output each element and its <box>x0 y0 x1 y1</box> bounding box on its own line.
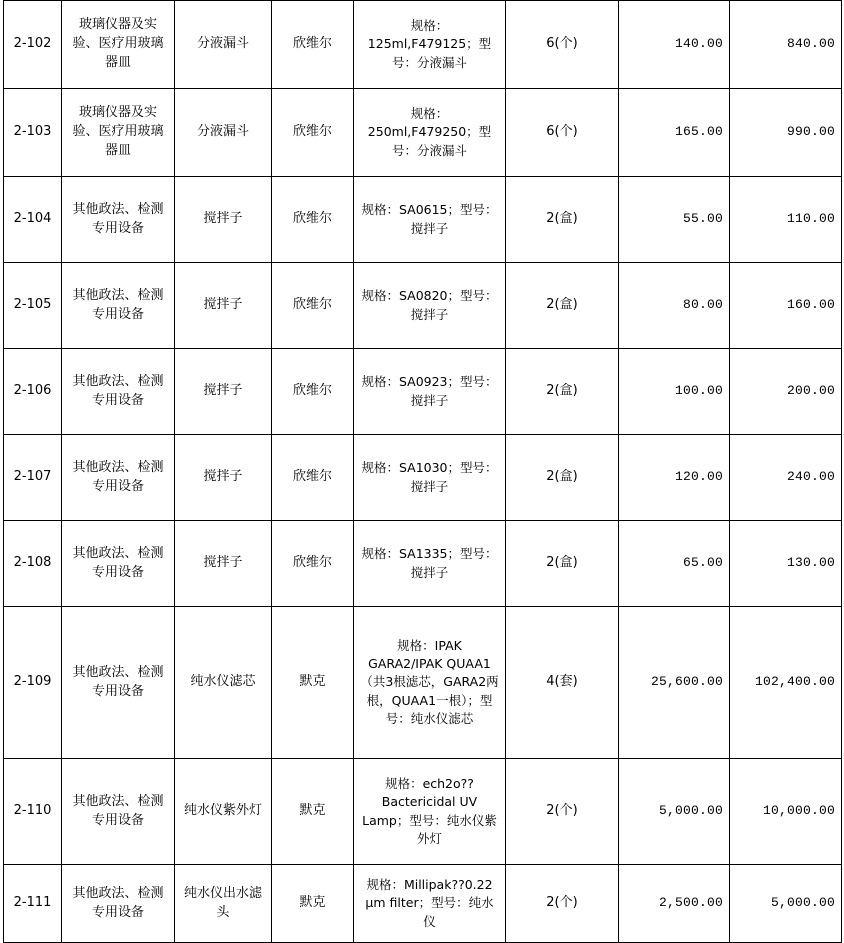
table-row <box>4 89 842 177</box>
cell-category: 其他政法、检测专用设备 <box>62 435 175 521</box>
cell-name: 搅拌子 <box>175 177 272 263</box>
cell-unit-price: 2,500.00 <box>619 865 730 943</box>
cell-spec: 规格：ech2o??Bactericidal UV Lamp；型号：纯水仪紫外灯 <box>354 759 506 865</box>
cell-unit-price: 5,000.00 <box>619 759 730 865</box>
cell-unit-price: 65.00 <box>619 521 730 607</box>
cell-category: 玻璃仪器及实验、医疗用玻璃器皿 <box>62 89 175 177</box>
cell-unit-price: 25,600.00 <box>619 607 730 759</box>
cell-asset-code: 2-102 <box>4 1 62 89</box>
cell-quantity: 4(套) <box>506 607 619 759</box>
table-row <box>4 435 842 521</box>
cell-quantity: 2(个) <box>506 865 619 943</box>
table-row <box>4 865 842 943</box>
cell-brand: 欣维尔 <box>272 1 354 89</box>
cell-name: 分液漏斗 <box>175 1 272 89</box>
table-row <box>4 607 842 759</box>
cell-spec: 规格：SA0923；型号：搅拌子 <box>354 349 506 435</box>
cell-brand: 欣维尔 <box>272 435 354 521</box>
cell-brand: 默克 <box>272 759 354 865</box>
cell-asset-code: 2-103 <box>4 89 62 177</box>
cell-brand: 欣维尔 <box>272 89 354 177</box>
table-row <box>4 349 842 435</box>
cell-name: 搅拌子 <box>175 521 272 607</box>
cell-category: 其他政法、检测专用设备 <box>62 263 175 349</box>
cell-brand: 欣维尔 <box>272 349 354 435</box>
cell-brand: 默克 <box>272 607 354 759</box>
cell-amount: 10,000.00 <box>730 759 842 865</box>
cell-name: 搅拌子 <box>175 349 272 435</box>
cell-quantity: 2(盒) <box>506 263 619 349</box>
cell-quantity: 6(个) <box>506 89 619 177</box>
table-row <box>4 1 842 89</box>
cell-asset-code: 2-104 <box>4 177 62 263</box>
cell-spec: 规格：Millipak??0.22 μm filter；型号：纯水仪 <box>354 865 506 943</box>
cell-category: 玻璃仪器及实验、医疗用玻璃器皿 <box>62 1 175 89</box>
cell-category: 其他政法、检测专用设备 <box>62 177 175 263</box>
cell-quantity: 2(盒) <box>506 349 619 435</box>
cell-spec: 规格：250ml,F479250；型号：分液漏斗 <box>354 89 506 177</box>
cell-spec: 规格：SA1335；型号：搅拌子 <box>354 521 506 607</box>
cell-amount: 990.00 <box>730 89 842 177</box>
cell-spec: 规格：IPAK GARA2/IPAK QUAA1（共3根滤芯，GARA2两根，QUAA1一根）；型号：纯水仪滤芯 <box>354 607 506 759</box>
cell-brand: 欣维尔 <box>272 263 354 349</box>
cell-name: 纯水仪出水滤头 <box>175 865 272 943</box>
cell-brand: 欣维尔 <box>272 521 354 607</box>
cell-spec: 规格：SA0615；型号：搅拌子 <box>354 177 506 263</box>
cell-quantity: 2(盒) <box>506 177 619 263</box>
cell-quantity: 2(盒) <box>506 435 619 521</box>
cell-amount: 240.00 <box>730 435 842 521</box>
table-row <box>4 263 842 349</box>
cell-brand: 欣维尔 <box>272 177 354 263</box>
cell-name: 搅拌子 <box>175 263 272 349</box>
cell-quantity: 6(个) <box>506 1 619 89</box>
cell-amount: 110.00 <box>730 177 842 263</box>
cell-asset-code: 2-110 <box>4 759 62 865</box>
cell-amount: 130.00 <box>730 521 842 607</box>
cell-brand: 默克 <box>272 865 354 943</box>
cell-amount: 160.00 <box>730 263 842 349</box>
table-row <box>4 177 842 263</box>
cell-asset-code: 2-106 <box>4 349 62 435</box>
cell-unit-price: 120.00 <box>619 435 730 521</box>
cell-amount: 840.00 <box>730 1 842 89</box>
cell-spec: 规格：125ml,F479125；型号：分液漏斗 <box>354 1 506 89</box>
cell-name: 纯水仪紫外灯 <box>175 759 272 865</box>
cell-category: 其他政法、检测专用设备 <box>62 521 175 607</box>
table-row <box>4 521 842 607</box>
cell-asset-code: 2-109 <box>4 607 62 759</box>
table-row <box>4 759 842 865</box>
cell-category: 其他政法、检测专用设备 <box>62 865 175 943</box>
cell-category: 其他政法、检测专用设备 <box>62 349 175 435</box>
cell-quantity: 2(盒) <box>506 521 619 607</box>
cell-asset-code: 2-105 <box>4 263 62 349</box>
cell-amount: 200.00 <box>730 349 842 435</box>
cell-asset-code: 2-111 <box>4 865 62 943</box>
cell-unit-price: 80.00 <box>619 263 730 349</box>
cell-category: 其他政法、检测专用设备 <box>62 759 175 865</box>
cell-spec: 规格：SA0820；型号：搅拌子 <box>354 263 506 349</box>
cell-amount: 102,400.00 <box>730 607 842 759</box>
cell-name: 搅拌子 <box>175 435 272 521</box>
cell-unit-price: 55.00 <box>619 177 730 263</box>
cell-unit-price: 140.00 <box>619 1 730 89</box>
inventory-table <box>3 0 842 943</box>
cell-name: 分液漏斗 <box>175 89 272 177</box>
cell-name: 纯水仪滤芯 <box>175 607 272 759</box>
cell-category: 其他政法、检测专用设备 <box>62 607 175 759</box>
cell-unit-price: 100.00 <box>619 349 730 435</box>
cell-quantity: 2(个) <box>506 759 619 865</box>
cell-asset-code: 2-107 <box>4 435 62 521</box>
cell-asset-code: 2-108 <box>4 521 62 607</box>
cell-unit-price: 165.00 <box>619 89 730 177</box>
cell-spec: 规格：SA1030；型号：搅拌子 <box>354 435 506 521</box>
cell-amount: 5,000.00 <box>730 865 842 943</box>
